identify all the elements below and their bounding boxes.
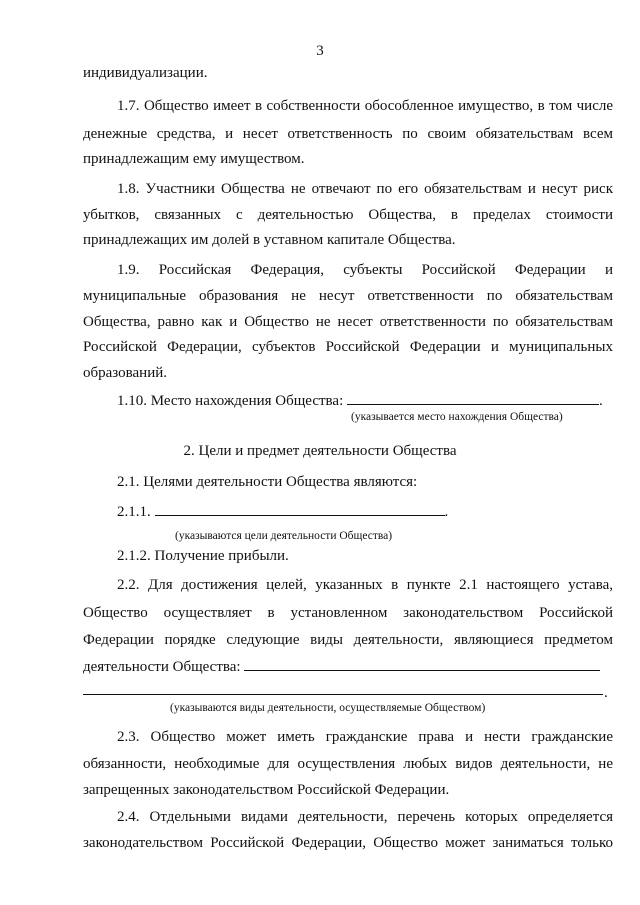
text-line: индивидуализации. (83, 65, 208, 81)
activities-hint: (указываются виды деятельности, осуществляемые Обществом) (170, 702, 486, 714)
paragraph-2-4-line: 2.4. Отдельными видами деятельности, перечень которых определяется (117, 809, 613, 825)
location-hint: (указывается место нахождения Общества) (351, 411, 563, 423)
page-number: 3 (316, 43, 324, 59)
paragraph-2-3-line: запрещенных законодательством Российской Федерации. (83, 782, 450, 798)
period: . (599, 393, 603, 409)
paragraph-1-8-line: убытков, связанных с деятельностью Общества, в пределах стоимости (83, 207, 613, 223)
activities-label: деятельности Общества: (83, 659, 241, 675)
paragraph-1-8-line: принадлежащих им долей в уставном капитале Общества. (83, 232, 456, 248)
paragraph-2-3-line: 2.3. Общество может иметь гражданские права и нести гражданские (117, 729, 613, 745)
location-blank-field (347, 391, 599, 405)
paragraph-2-1-2: 2.1.2. Получение прибыли. (117, 548, 289, 564)
paragraph-2-2-line: Общество осуществляет в установленном законодательством Российской (83, 605, 613, 621)
paragraph-2-1-1 (117, 502, 613, 521)
paragraph-2-1: 2.1. Целями деятельности Общества являются: (117, 474, 418, 490)
paragraph-1-8-line: 1.8. Участники Общества не отвечают по его обязательствам и несут риск (117, 181, 613, 197)
section-2-heading: 2. Цели и предмет деятельности Общества (183, 443, 457, 459)
paragraph-2-2-line: 2.2. Для достижения целей, указанных в пункте 2.1 настоящего устава, (117, 577, 613, 593)
paragraph-2-3-line: обязанности, необходимые для осуществления любых видов деятельности, не (83, 756, 613, 772)
paragraph-2-2-line: Федерации порядке следующие виды деятельности, являющиеся предметом (83, 632, 613, 648)
activities-blank-line (83, 694, 603, 695)
activities-blank-field (244, 657, 600, 671)
paragraph-1-9-line: Российской Федерации, субъектов Российской Федерации и муниципальных (83, 339, 613, 355)
paragraph-1-9-line: образований. (83, 365, 168, 381)
paragraph-1-7-line: принадлежащим ему имуществом. (83, 151, 305, 167)
paragraph-1-7-line: 1.7. Общество имеет в собственности обособленное имущество, в том числе (117, 98, 613, 114)
paragraph-1-9-line: муниципальные образования не несут ответственности по обязательствам (83, 288, 613, 304)
item-number: 2.1.1. (117, 504, 151, 520)
goals-blank-field (155, 502, 445, 516)
period: . (444, 504, 449, 520)
paragraph-2-2-line (83, 657, 613, 676)
goals-hint: (указываются цели деятельности Общества) (175, 530, 393, 542)
location-label: 1.10. Место нахождения Общества: (117, 393, 344, 409)
paragraph-2-4-line: законодательством Российской Федерации, Общество может заниматься только (83, 835, 613, 851)
period: . (604, 685, 608, 701)
paragraph-1-7-line: денежные средства, и несет ответственность по своим обязательствам всем (83, 126, 613, 142)
paragraph-1-9-line: 1.9. Российская Федерация, субъекты Российской Федерации и (117, 262, 613, 278)
paragraph-1-9-line: Общества, равно как и Общество не несет ответственности по обязательствам (83, 314, 613, 330)
